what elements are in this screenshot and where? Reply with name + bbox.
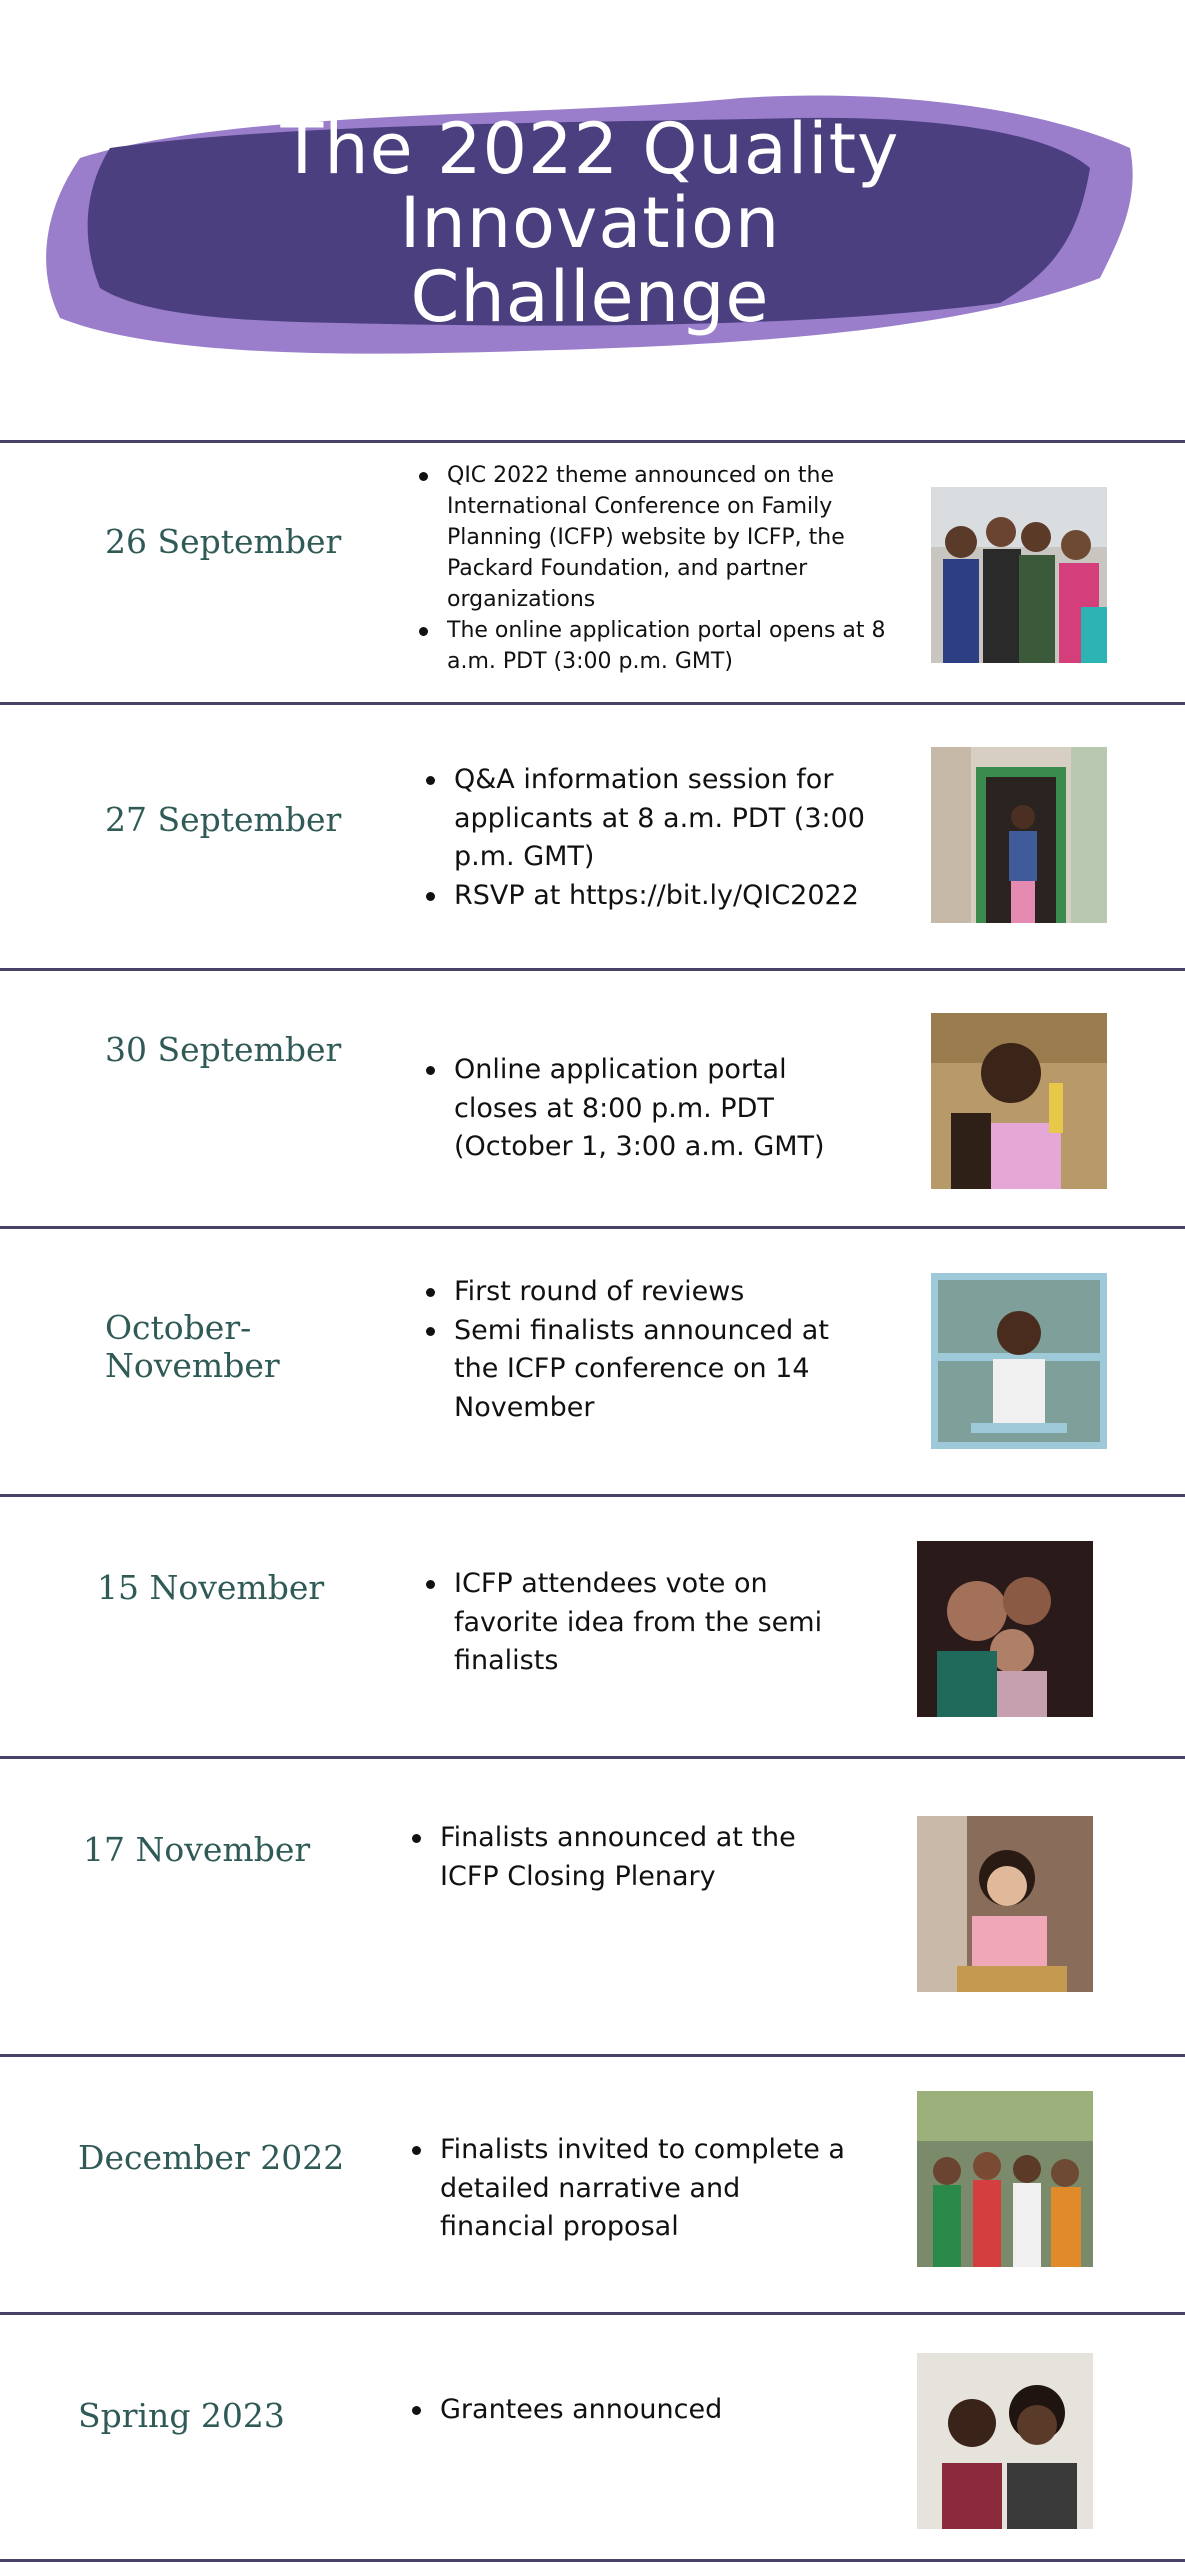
timeline-date: 26 September — [105, 522, 342, 561]
two-women-laughing-photo — [917, 2353, 1093, 2529]
bullet-item: Finalists announced at the ICFP Closing Plenary — [408, 1819, 838, 1896]
timeline-row — [0, 440, 1185, 705]
group-of-young-women-photo — [931, 487, 1107, 663]
bullet-item: RSVP at https://bit.ly/QIC2022 — [422, 877, 882, 916]
title-line-3: Challenge — [410, 256, 770, 338]
timeline-date: 15 November — [97, 1568, 325, 1607]
bullet-item: ICFP attendees vote on favorite idea from the semi finalists — [422, 1565, 842, 1681]
timeline-bullets — [408, 2391, 848, 2430]
timeline-bullets — [422, 1051, 862, 1167]
timeline-date: December 2022 — [78, 2138, 345, 2177]
timeline-date: 17 November — [83, 1830, 311, 1869]
timeline-bullets — [422, 1273, 862, 1427]
bullet-item: Online application portal closes at 8:00 p.m. PDT (October 1, 3:00 a.m. GMT) — [422, 1051, 862, 1167]
bullet-item: Grantees announced — [408, 2391, 848, 2430]
timeline-date: 27 September — [105, 800, 342, 839]
bullet-item: Finalists invited to complete a detailed narrative and financial proposal — [408, 2131, 848, 2247]
timeline-date: Spring 2023 — [78, 2396, 285, 2435]
timeline-bullets — [422, 761, 882, 915]
bullet-item: First round of reviews — [422, 1273, 862, 1312]
timeline-bullets — [415, 460, 895, 677]
timeline-row — [0, 2054, 1185, 2315]
timeline-bullets — [408, 2131, 848, 2247]
title-line-1: The 2022 Quality — [280, 108, 900, 190]
timeline-date: 30 September — [105, 1030, 342, 1069]
bullet-item: QIC 2022 theme announced on the International Conference on Family Planning (ICFP) website by ICFP, the Packard Foundation, and partner organizations — [415, 460, 895, 615]
timeline-row — [0, 1756, 1185, 2057]
timeline-bullets — [422, 1565, 842, 1681]
timeline-row — [0, 968, 1185, 1229]
timeline-row — [0, 1226, 1185, 1497]
timeline-row — [0, 2312, 1185, 2562]
bullet-item: Q&A information session for applicants at 8 a.m. PDT (3:00 p.m. GMT) — [422, 761, 882, 877]
woman-in-doorway-photo — [931, 747, 1107, 923]
header-banner — [0, 0, 1185, 440]
timeline-bullets — [408, 1819, 838, 1896]
timeline-row — [0, 1494, 1185, 1759]
page-title — [180, 108, 1000, 338]
title-line-2: Innovation — [399, 182, 781, 264]
bullet-item: Semi finalists announced at the ICFP conference on 14 November — [422, 1312, 862, 1428]
woman-smiling-indoors-photo — [917, 1816, 1093, 1992]
smiling-woman-photo — [931, 1013, 1107, 1189]
timeline-row — [0, 702, 1185, 971]
three-women-photo — [917, 1541, 1093, 1717]
young-woman-at-window-photo — [931, 1273, 1107, 1449]
crowd-photo — [917, 2091, 1093, 2267]
timeline-date: October-November — [105, 1308, 280, 1385]
bullet-item: The online application portal opens at 8 a.m. PDT (3:00 p.m. GMT) — [415, 615, 895, 677]
